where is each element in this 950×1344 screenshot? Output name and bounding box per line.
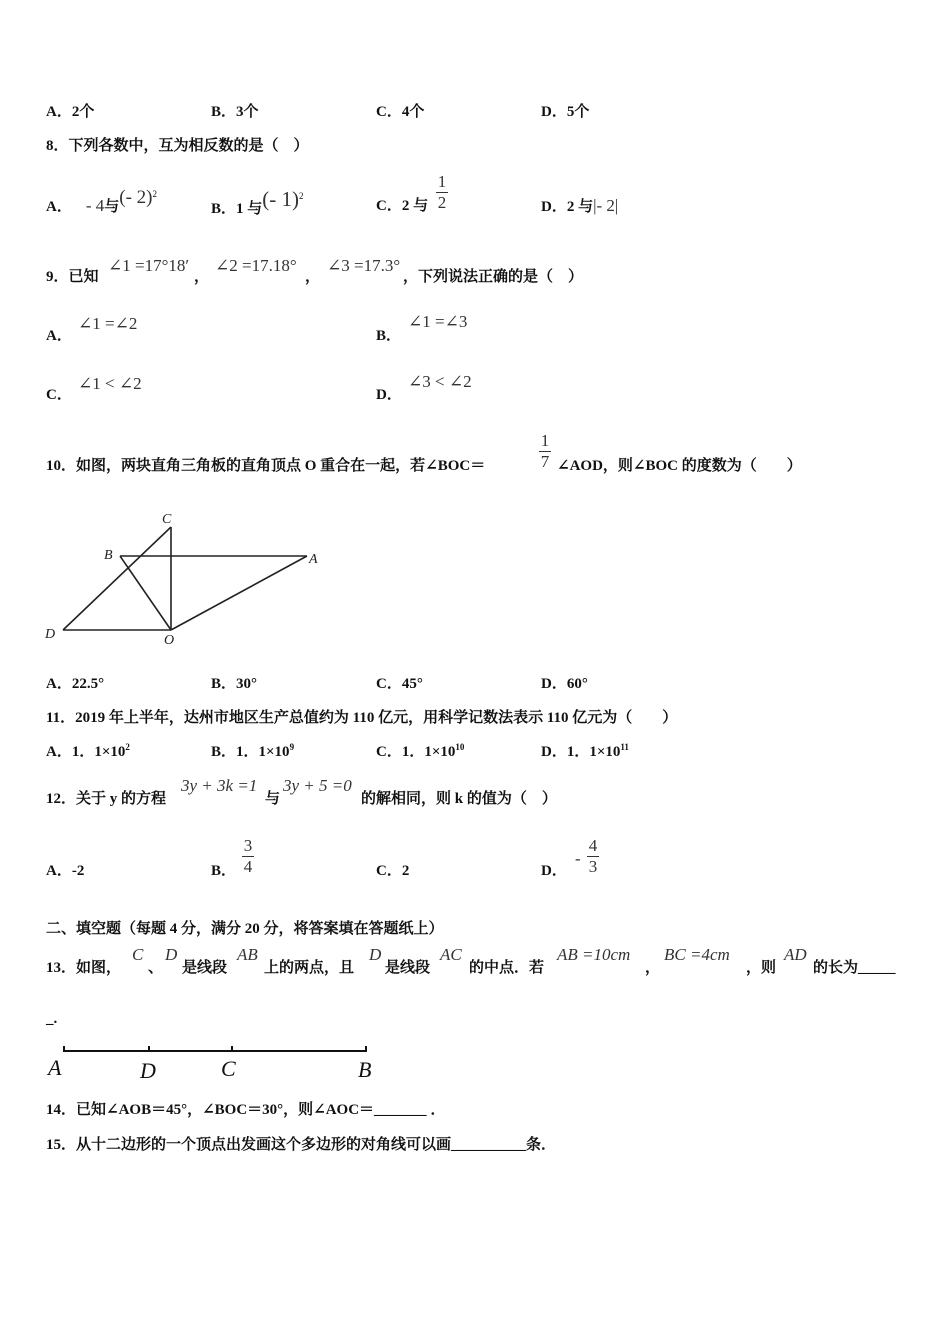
text: 条． [526,1137,557,1153]
q9-option-a-label: A． [46,328,72,344]
label-c: C [162,512,172,527]
segment-bo [120,556,171,630]
fraction-four-thirds [587,836,599,877]
q9-prefix: 9．已知 [46,269,99,285]
math-c: C [132,945,144,964]
q14 [46,1101,446,1119]
q15 [46,1136,556,1154]
numerator: 3 [243,836,253,855]
q12-mid: 与 [265,791,281,807]
denominator: 3 [588,857,598,876]
q9-option-c-expr: ∠1 < ∠2 [78,374,142,393]
q9-suffix: ，下列说法正确的是（ ） [403,269,584,285]
q9-expr-1: ∠1 =17°18′ [108,256,190,275]
label-c: C [221,1056,236,1081]
text: ． [430,1102,446,1118]
comma: ， [645,960,661,976]
math-ac: AC [440,945,462,964]
exponent: 9 [289,742,295,752]
q9-option-a-expr: ∠1 =∠2 [78,314,138,333]
q10-option-d: D．60° [541,676,588,692]
denominator: 4 [243,857,253,876]
math-ad: AD [784,945,807,964]
q9-option-c-label: C． [46,387,72,403]
q9-option-b-expr: ∠1 =∠3 [408,312,468,331]
numerator: 1 [437,172,447,191]
q13-p6: ，则 [746,960,777,976]
option-label: A． [46,199,72,215]
q10-stem-a: 10．如图，两块直角三角板的直角顶点 O 重合在一起，若∠BOC＝ [46,458,486,474]
q13-p3: 上的两点，且 [264,960,355,976]
q11-option-a [46,743,130,761]
label-a: A [309,552,318,567]
q9-expr-2: ∠2 =17.18° [215,256,297,275]
q13-p2: 是线段 [182,960,228,976]
q7-option-a: A．2个 [46,104,95,120]
section-heading-fill-in: 二、填空题（每题 4 分，满分 20 分，将答案填在答题纸上） [46,921,444,937]
q7-option-c: C．4个 [376,104,425,120]
q8-option-c: C．2 与 [376,198,429,214]
q13-p5: 的中点．若 [469,960,545,976]
option-label: C．1．1×10 [376,744,456,760]
comma: ， [305,269,321,285]
answer-blank[interactable]: __________ [451,1137,527,1153]
fraction-three-quarters [242,836,254,877]
q11-option-d [541,743,629,761]
label-a: A [48,1055,62,1080]
math-bc-eq: BC =4cm [664,945,730,964]
q12-equation-1: 3y + 3k =1 [181,776,258,795]
math-ab-eq: AB =10cm [557,945,631,964]
q13-p4: 是线段 [385,960,431,976]
denominator: 7 [540,452,550,471]
exponent: 10 [455,742,465,752]
q9-option-b-label: B． [376,328,402,344]
numerator: 1 [540,431,550,450]
label-o: O [164,633,175,648]
answer-blank[interactable]: _____ [858,960,896,976]
label-d: D [45,627,56,642]
q11-option-b [211,743,294,761]
comma: ， [194,269,210,285]
q10-stem-b: ∠AOD，则∠BOC 的度数为（ ） [557,458,802,474]
option-label: D．2 与 [541,199,594,215]
math-ab: AB [237,945,258,964]
text: 与 [104,199,120,215]
option-label: A．1．1×10 [46,744,126,760]
math: - 4 [85,196,105,215]
q14-stem: 14．已知∠AOB＝45°，∠BOC＝30°，则∠AOC＝ [46,1102,375,1118]
option-label: D．1．1×10 [541,744,621,760]
q8-stem: 8．下列各数中，互为相反数的是（ ） [46,138,309,154]
q13-p1: 13．如图， [46,960,122,976]
q10-option-c: C．45° [376,676,423,692]
segment-oa [171,556,307,630]
q12-suffix: 的解相同，则 k 的值为（ ） [361,791,557,807]
q12-option-a: A．-2 [46,863,85,879]
q7-option-b: B．3个 [211,104,259,120]
option-label: B．1 与 [211,201,263,217]
q12-prefix: 12．关于 y 的方程 [46,791,167,807]
q13-p7 [813,959,896,977]
q7-option-d: D．5个 [541,104,590,120]
minus-sign: - [575,849,581,868]
q9-expr-3: ∠3 =17.3° [327,256,401,275]
numerator: 4 [588,836,598,855]
math-d: D [369,945,382,964]
q12-equation-2: 3y + 5 =0 [283,776,352,795]
q9-option-d-label: D． [376,387,402,403]
segment-figure [0,1030,420,1090]
math: |- 2| [593,196,619,215]
q10-option-b: B．30° [211,676,258,692]
q11-option-c [376,743,464,761]
q15-stem: 15．从十二边形的一个顶点出发画这个多边形的对角线可以画 [46,1137,452,1153]
text: 的长为 [813,960,859,976]
option-label: B．1．1×10 [211,744,290,760]
exponent: 11 [620,742,629,752]
math-d: D [165,945,178,964]
label-b: B [104,548,113,563]
exponent: 2 [299,191,304,201]
answer-blank[interactable]: _______ [374,1102,427,1118]
q9-option-d-expr: ∠3 < ∠2 [408,372,472,391]
label-d: D [140,1058,156,1083]
q12-option-d-label: D． [541,863,567,879]
denominator: 2 [437,193,447,212]
label-b: B [358,1057,372,1082]
math: (- 1) [262,187,299,211]
q13-continuation: _. [46,1011,58,1027]
q12-option-c: C．2 [376,863,410,879]
q10-option-a: A．22.5° [46,676,105,692]
q11-stem: 11．2019 年上半年，达州市地区生产总值约为 110 亿元，用科学记数法表示 110 亿元为（ ） [46,710,678,726]
segment-dc [63,527,171,630]
sep: 、 [148,960,164,976]
exponent: 2 [125,742,130,752]
q12-option-b-label: B． [211,863,237,879]
exponent: 2 [152,189,158,199]
math: (- 2) [119,187,153,208]
